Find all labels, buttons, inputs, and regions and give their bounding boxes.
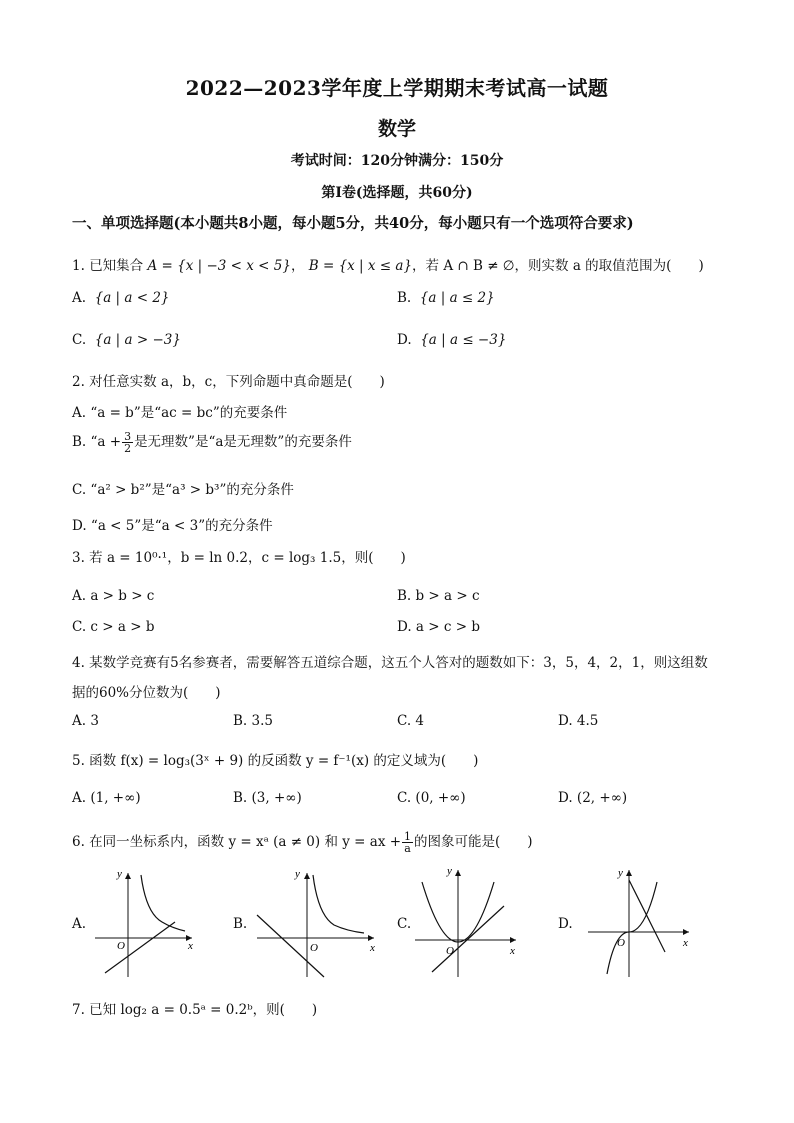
- option-c[interactable]: C. “a² > b²”是“a³ > b³”的充分条件: [72, 482, 294, 498]
- question-7: 7. 已知 log₂ a = 0.5ᵃ = 0.2ᵇ，则( ): [72, 1002, 318, 1018]
- option-d[interactable]: D. “a < 5”是“a < 3”的充分条件: [72, 518, 273, 534]
- option-b[interactable]: B. 3.5: [233, 713, 273, 729]
- origin-label: O: [310, 942, 318, 954]
- option-a[interactable]: A. {a | a < 2}: [72, 290, 170, 306]
- section-heading: 一、单项选择题(本小题共8小题，每小题5分，共40分，每小题只有一个选项符合要求): [72, 215, 634, 232]
- option-d[interactable]: D. a > c > b: [397, 619, 480, 635]
- question-6: [72, 830, 533, 854]
- graph-c[interactable]: [412, 862, 522, 980]
- x-axis-label: x: [188, 940, 193, 952]
- option-a[interactable]: A. a > b > c: [72, 588, 155, 604]
- fraction: [402, 831, 413, 854]
- option-c[interactable]: C. (0, +∞): [397, 790, 466, 806]
- set-b: B = {x | x ≤ a}: [308, 258, 413, 274]
- option-d[interactable]: D. 4.5: [558, 713, 599, 729]
- y-axis-label: y: [295, 868, 300, 880]
- y-axis-label: y: [117, 868, 122, 880]
- x-axis-label: x: [683, 937, 688, 949]
- question-number: 1.: [72, 258, 85, 274]
- fraction-denominator: 2: [124, 442, 132, 455]
- question-3: 3. 若 a = 10⁰·¹，b = ln 0.2，c = log₃ 1.5，则( ): [72, 550, 406, 566]
- option-b[interactable]: [72, 430, 352, 454]
- option-a[interactable]: A. 3: [72, 713, 99, 729]
- volume-title: 第Ⅰ卷(选择题，共60分): [321, 185, 473, 201]
- option-a[interactable]: A. (1, +∞): [72, 790, 141, 806]
- question-1: 1. 已知集合 A = {x | −3 < x < 5}， B = {x | x ≤ a}，若 A ∩ B ≠ ∅，则实数 a 的取值范围为( ): [72, 258, 704, 274]
- graph-b[interactable]: [252, 865, 382, 980]
- option-c[interactable]: C. c > a > b: [72, 619, 155, 635]
- graph-d[interactable]: [585, 862, 695, 980]
- fraction-numerator: 1: [404, 830, 412, 843]
- option-d[interactable]: D. {a | a ≤ −3}: [397, 332, 507, 348]
- question-stem-tail: 的图象可能是( ): [414, 834, 533, 850]
- option-b[interactable]: B. b > a > c: [397, 588, 480, 604]
- fraction-numerator: 3: [124, 430, 132, 443]
- option-b[interactable]: B. {a | a ≤ 2}: [397, 290, 495, 306]
- option-text: B. “a +: [72, 434, 122, 450]
- origin-label: O: [117, 940, 125, 952]
- question-5: 5. 函数 f(x) = log₃(3ˣ + 9) 的反函数 y = f⁻¹(x) 的定义域为( ): [72, 753, 479, 769]
- option-c[interactable]: C. {a | a > −3}: [72, 332, 181, 348]
- option-d[interactable]: D.: [558, 916, 573, 932]
- question-stem: 已知集合: [89, 258, 144, 274]
- paper-title: 2022—2023学年度上学期期末考试高一试题: [185, 76, 609, 100]
- question-stem-suffix: ，若 A ∩ B ≠ ∅，则实数 a 的取值范围为( ): [412, 258, 704, 274]
- x-axis-label: x: [370, 942, 375, 954]
- option-b[interactable]: B.: [233, 916, 248, 932]
- option-a[interactable]: A. “a = b”是“ac = bc”的充要条件: [72, 405, 288, 421]
- y-axis-label: y: [447, 865, 452, 877]
- option-text: {a | a > −3}: [94, 332, 181, 348]
- question-2: 2. 对任意实数 a，b，c，下列命题中真命题是( ): [72, 374, 385, 390]
- option-text-tail: 是无理数”是“a是无理数”的充要条件: [134, 434, 352, 450]
- origin-label: O: [617, 937, 625, 949]
- graph-a[interactable]: [90, 865, 200, 980]
- option-text: {a | a < 2}: [94, 290, 170, 306]
- exam-info: 考试时间：120分钟满分：150分: [290, 153, 504, 169]
- option-text: {a | a ≤ −3}: [420, 332, 507, 348]
- option-a[interactable]: A.: [72, 916, 87, 932]
- option-d[interactable]: D. (2, +∞): [558, 790, 628, 806]
- question-4-line-2: 据的60%分位数为( ): [72, 685, 221, 701]
- x-axis-label: x: [510, 945, 515, 957]
- question-stem: 6. 在同一坐标系内，函数 y = xᵃ (a ≠ 0) 和 y = ax +: [72, 834, 402, 850]
- fraction-denominator: a: [404, 842, 411, 855]
- subject-title: 数学: [377, 118, 416, 140]
- y-axis-label: y: [618, 867, 623, 879]
- set-a: A = {x | −3 < x < 5}: [147, 258, 291, 274]
- option-c[interactable]: C.: [397, 916, 412, 932]
- question-4-line-1: 4. 某数学竞赛有5名参赛者，需要解答五道综合题，这五个人答对的题数如下：3，5，4，2，1，则这组数: [72, 655, 708, 671]
- origin-label: O: [446, 945, 454, 957]
- option-b[interactable]: B. (3, +∞): [233, 790, 302, 806]
- option-c[interactable]: C. 4: [397, 713, 425, 729]
- option-text: {a | a ≤ 2}: [419, 290, 495, 306]
- fraction: [122, 431, 133, 454]
